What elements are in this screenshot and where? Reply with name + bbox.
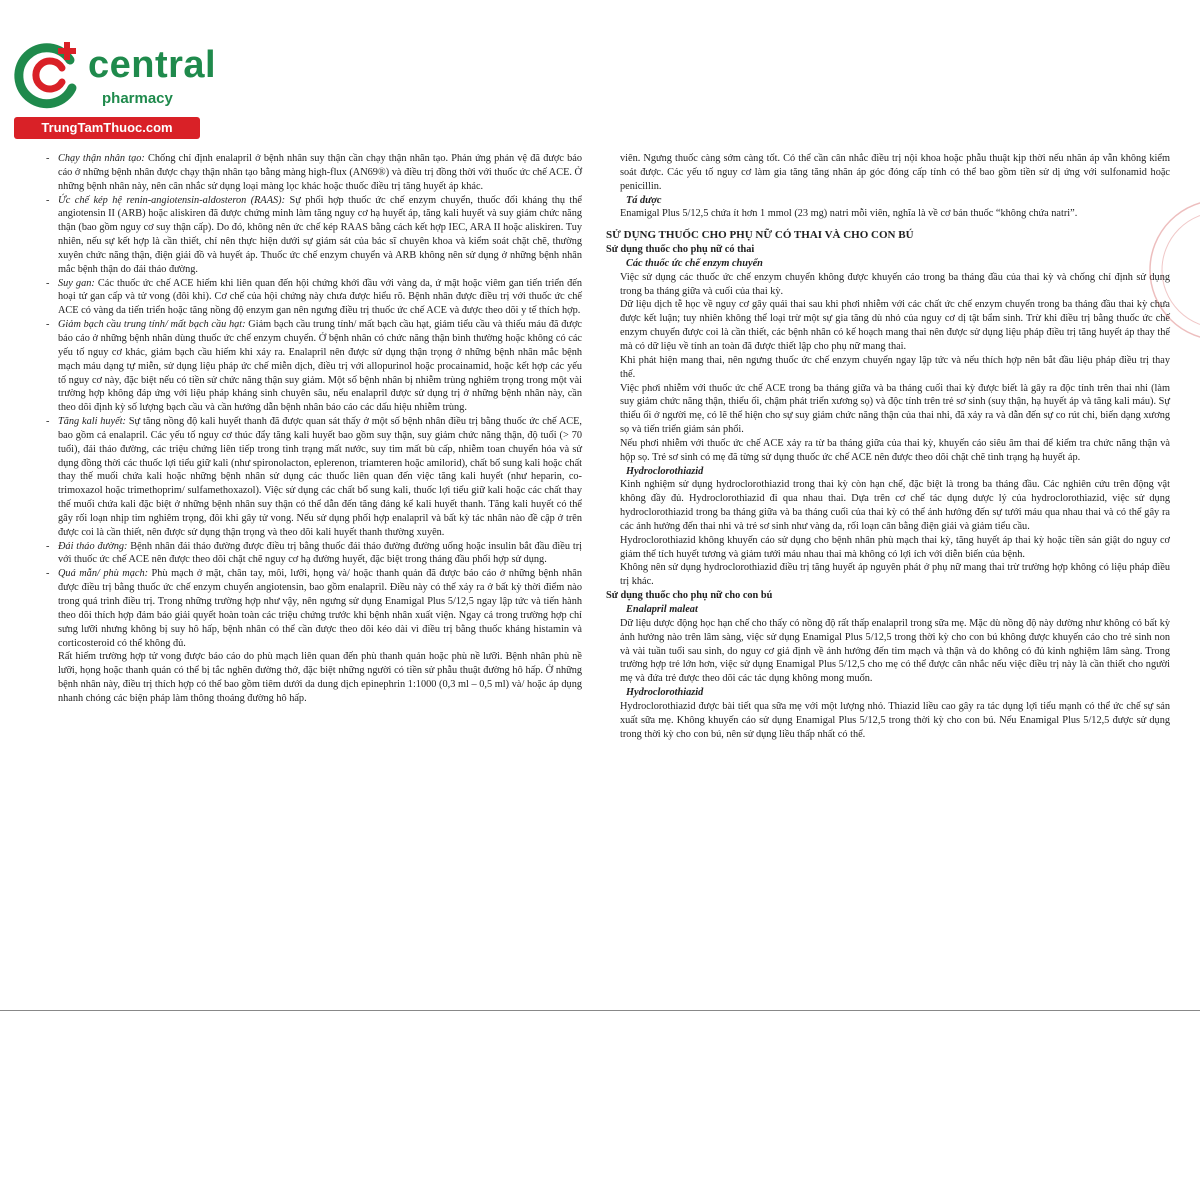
paragraph <box>606 700 1170 742</box>
paragraph <box>44 318 582 415</box>
paragraph <box>44 567 582 650</box>
page-bottom-rule <box>0 1010 1200 1011</box>
logo-brand-text: central <box>88 44 217 86</box>
paragraph-text: Hydroclorothiazid không khuyến cáo sử dụng cho bệnh nhân phù mạch thai kỳ, tăng huyết áp thai kỳ hoặc tiền sản giật do nguy cơ giảm thể tích huyết tương và giảm tưới máu nhau thai mà không có lợi ích với diễn biến của bệnh. <box>620 534 1170 560</box>
leaflet-page <box>0 150 1200 1010</box>
paragraph-term: Chạy thận nhân tạo: <box>58 153 145 164</box>
paragraph-term: Tăng kali huyết: <box>58 416 126 428</box>
logo-sub-text: pharmacy <box>102 90 173 107</box>
central-pharmacy-logo <box>10 38 220 138</box>
paragraph <box>44 194 582 277</box>
paragraph-text: Rất hiếm trường hợp tử vong được báo cáo do phù mạch liên quan đến phù thanh quản hoặc phù nề lưỡi. Bệnh nhân phù nề lưỡi, họng hoặc thanh quản có thể bị tắc nghẽn đường thở, đặc biệt những người có tiền sử phẫu thuật đường hô hấp. Ở những bệnh nhân này, điều trị thích hợp có thể bao gồm tiêm dưới da dung dịch epinephrin 1:1000 (0,3 ml – 0,5 ml) và/ hoặc áp dụng nhanh chóng các biện pháp làm thông thoáng đường hô hấp. <box>58 651 582 704</box>
paragraph-text: Enamigal Plus 5/12,5 chứa ít hơn 1 mmol (23 mg) natri mỗi viên, nghĩa là về cơ bản thuốc “không chứa natri”. <box>620 208 1078 220</box>
paragraph-text: Việc phơi nhiễm với thuốc ức chế ACE trong ba tháng giữa và ba tháng cuối thai kỳ được biết là gây ra độc tính trên thai nhi (làm suy giảm chức năng thận, thiểu ối, chậm phát triển xương sọ) và độc tính trên trẻ sơ sinh (suy thận, hạ huyết áp và tăng kali máu). Sự thiểu ối ở người mẹ, có lẽ thể hiện cho sự suy giảm chức năng thận của thai nhi, đã xảy ra và dẫn đến sự co rút chi, biến dạng xương sọ và tiến triển giảm sản phổi. <box>620 382 1170 436</box>
paragraph-text: Phù mạch ở mặt, chân tay, môi, lưỡi, họng và/ hoặc thanh quản đã được báo cáo ở những bệnh nhân được điều trị bằng thuốc ức chế enzym chuyển angiotensin, bao gồm enalapril. Điều này có thể xảy ra ở bất kỳ thời điểm nào trong quá trình điều trị. Trong những trường hợp như vậy, nên ngưng sử dụng Enamigal Plus 5/12,5 ngay lập tức và tiến hành theo dõi thích hợp đảm bảo giải quyết hoàn toàn các triệu chứng trước khi bệnh nhân xuất viện. Ngay cả trong trường hợp chỉ sưng lưỡi nhưng không bị suy hô hấp, bệnh nhân có thể cần được theo dõi kéo dài vì điều trị bằng thuốc kháng histamin và corticosteroid có thể không đủ. <box>58 568 583 649</box>
paragraph <box>606 478 1170 533</box>
paragraph-text: Hydroclorothiazid được bài tiết qua sữa mẹ với một lượng nhỏ. Thiazid liều cao gây ra tác dụng lợi tiểu mạnh có thể ức chế sự sản xuất sữa mẹ. Không khuyến cáo sử dụng Enamigal Plus 5/12,5 trong thời kỳ cho con bú. Nếu Enamigal Plus 5/12,5 được sử dụng trong thời kỳ cho con bú, nên sử dụng liều thấp nhất có thể. <box>620 700 1170 740</box>
paragraph <box>44 152 582 194</box>
sub-subsection-heading: Hydroclorothiazid <box>626 687 704 699</box>
sub-subsection-heading: Tá dược <box>626 194 662 206</box>
paragraph <box>606 207 1170 221</box>
paragraph <box>606 354 1170 382</box>
paragraph-term: Suy gan: <box>58 277 95 289</box>
paragraph-text: Việc sử dụng các thuốc ức chế enzym chuyển không được khuyến cáo trong ba tháng đầu của thai kỳ và chống chỉ định sử dụng trong ba tháng giữa và cuối của thai kỳ. <box>620 271 1170 297</box>
paragraph <box>44 277 582 319</box>
section-heading: SỬ DỤNG THUỐC CHO PHỤ NỮ CÓ THAI VÀ CHO CON BÚ <box>606 229 914 242</box>
paragraph <box>44 415 582 540</box>
paragraph-text: Chống chỉ định enalapril ở bệnh nhân suy thận cần chạy thận nhân tạo. Phản ứng phản vệ đã được báo cáo ở những bệnh nhân được chạy thận nhân tạo bằng màng high-flux (AN69®) và điều trị đồng thời với thuốc ức chế ACE. Ở những bệnh nhân này, nên cân nhắc sử dụng loại màng lọc khác hoặc thuốc điều trị tăng huyết áp khác. <box>58 153 583 192</box>
paragraph-text: Các thuốc ức chế ACE hiếm khi liên quan đến hội chứng khởi đầu với vàng da, ứ mật hoặc viêm gan tiến triển đến hoại tử gan cấp và tử vong (đôi khi). Cơ chế của hội chứng này chưa được hiểu rõ. Bệnh nhân được điều trị với thuốc ức chế ACE có vàng da tiến triển hoặc tăng nồng độ enzym gan nên ngưng điều trị thuốc ức chế ACE và được theo dõi y tế thích hợp. <box>58 277 582 317</box>
sub-subsection-heading: Enalapril maleat <box>626 604 698 615</box>
paragraph-text: Kinh nghiệm sử dụng hydroclorothiazid trong thai kỳ còn hạn chế, đặc biệt là trong ba tháng đầu. Các nghiên cứu trên động vật không đầy đủ. Hydroclorothiazid đi qua nhau thai. Dựa trên cơ chế tác dụng dược lý của hydroclorothiazid, việc sử dụng hydroclorothiazid trong ba tháng giữa và ba tháng cuối của thai kỳ có thể ảnh hưởng đến sự tưới máu qua nhau thai và có thể gây ra các ảnh hưởng đến thai nhi và trẻ sơ sinh như vàng da, rối loạn cân bằng điện giải và giảm tiểu cầu. <box>620 479 1170 532</box>
paragraph-text: Sự phối hợp thuốc ức chế enzym chuyển, thuốc đối kháng thụ thể angiotensin II (ARB) hoặc aliskiren đã được chứng minh làm tăng nguy cơ hạ huyết áp, tăng kali huyết và suy giảm chức năng thận (bao gồm nguy cơ suy thận cấp). Do đó, không nên ức chế kép RAAS bằng cách kết hợp IEC, ARA II hoặc aliskiren. Tuy nhiên, nếu sự kết hợp là cần thiết, chỉ nên thực hiện dưới sự giám sát của bác sĩ chuyên khoa và kiểm soát chặt chẽ, thường xuyên chức năng thận, điện giải đồ và huyết áp. Thuốc ức chế enzym chuyển và ARB không nên sử dụng ở những bệnh nhân mắc bệnh thận do đái tháo đường. <box>58 194 583 275</box>
paragraph-text: Dữ liệu dược động học hạn chế cho thấy có nồng độ rất thấp enalapril trong sữa mẹ. Mặc dù nồng độ này dường như không có bất kỳ ảnh hưởng nào trên lâm sàng, việc sử dụng Enamigal Plus 5/12,5 trong thời kỳ cho con bú không được khuyến cáo cho trẻ sinh non và vài tuần tuổi sau sinh, do nguy cơ giả định về ảnh hưởng đến tim mạch và thận và do không có đủ kinh nghiệm lâm sàng. Trong trường hợp trẻ lớn hơn, việc sử dụng Enamigal Plus 5/12,5 cho mẹ có thể được cân nhắc nếu việc điều trị này là cần thiết cho người mẹ và đứa trẻ được theo dõi các tác dụng không mong muốn. <box>620 617 1170 685</box>
subsection-heading: Sử dụng thuốc cho phụ nữ có thai <box>606 244 755 256</box>
sub-subsection-heading: Các thuốc ức chế enzym chuyển <box>626 257 763 269</box>
paragraph-term: Quá mẫn/ phù mạch: <box>58 568 149 580</box>
subsection-heading: Sử dụng thuốc cho phụ nữ cho con bú <box>606 590 773 602</box>
paragraph <box>606 437 1170 465</box>
paragraph <box>606 152 1170 194</box>
paragraph-text: Sự tăng nồng độ kali huyết thanh đã được quan sát thấy ở một số bệnh nhân điều trị bằng thuốc ức chế ACE, bao gồm cả enalapril. Các yếu tố nguy cơ thúc đẩy tăng kali huyết bao gồm suy thận, suy giảm chức năng thận, độ tuổi (> 70 tuổi), đái tháo đường, các triệu chứng liên tiếp trong tình trạng mất nước, suy tim mất bù cấp, nhiễm toan chuyển hóa và sử dụng đồng thời các thuốc lợi tiểu giữ kali (như spironolacton, eplerenon, triamteren hoặc amilorid), chất bổ sung kali hoặc chất thay thế muối chứa kali hoặc những bệnh nhân sử dụng các thuốc liên quan đến việc tăng kali huyết (như heparin, co-trimoxazol hoặc trimethoprim/ sulfamethoxazol). Việc sử dụng các chất bổ sung kali, thuốc lợi tiểu giữ kali hoặc các chất thay thế muối chứa kali đặc biệt ở những bệnh nhân suy thận có thể dẫn đến tăng đáng kể kali huyết thanh. Tăng kali huyết có thể gây rối loạn nhịp tim nghiêm trọng, đôi khi gây tử vong. Nếu sử dụng phối hợp enalapril và bất kỳ tác nhân nào đề cập ở trên được coi là cần thiết, nên được sử dụng thận trọng và theo dõi kali huyết thanh thường xuyên. <box>58 416 582 538</box>
paragraph-text: Không nên sử dụng hydroclorothiazid điều trị tăng huyết áp nguyên phát ở phụ nữ mang thai trừ trường hợp không có liệu pháp điều trị khác. <box>620 562 1170 588</box>
paragraph-text: viên. Ngưng thuốc càng sớm càng tốt. Có thể cần cân nhắc điều trị nội khoa hoặc phẫu thuật kịp thời nếu nhãn áp vẫn không kiểm soát được. Các yếu tố nguy cơ làm gia tăng tăng nhãn áp góc đóng cấp tính có thể bao gồm tiền sử dị ứng với sulfonamid hoặc penicillin. <box>620 153 1170 192</box>
paragraph-term: Giảm bạch cầu trung tính/ mất bạch cầu hạt: <box>58 319 246 331</box>
paragraph-text: Bệnh nhân đái tháo đường được điều trị bằng thuốc đái tháo đường đường uống hoặc insulin bắt đầu điều trị với thuốc ức chế ACE nên được theo dõi chặt chẽ nguy cơ hạ đường huyết, đặc biệt trong tháng đầu phối hợp sử dụng. <box>58 540 583 566</box>
paragraph <box>606 617 1170 686</box>
stamp-mark <box>1140 150 1200 390</box>
paragraph-text: Dữ liệu dịch tễ học về nguy cơ gây quái thai sau khi phơi nhiễm với các chất ức chế enzym chuyển trong ba tháng đầu thai kỳ chưa được kết luận; tuy nhiên không thể loại trừ một sự gia tăng dù nhỏ của nguy cơ dị tật bẩm sinh. Trừ khi điều trị bằng thuốc ức chế enzym chuyển được coi là cần thiết, các bệnh nhân có kế hoạch mang thai nên được sử dụng liệu pháp điều trị tăng huyết áp thay thế mà có dữ liệu về tính an toàn đã được thiết lập cho phụ nữ mang thai. <box>620 299 1170 352</box>
paragraph <box>606 298 1170 353</box>
paragraph <box>606 534 1170 562</box>
sub-subsection-heading: Hydroclorothiazid <box>626 465 704 477</box>
paragraph-text: Giảm bạch cầu trung tính/ mất bạch cầu hạt, giảm tiểu cầu và thiếu máu đã được báo cáo ở những bệnh nhân dùng thuốc ức chế enzym chuyển. Ở bệnh nhân có chức năng thận bình thường hoặc không có các yếu tố nguy cơ khác, giảm bạch cầu hiếm khi xảy ra. Enalapril nên được sử dụng thận trọng ở những bệnh nhân mắc bệnh mạch máu dạng tự miễn, sử dụng liệu pháp ức chế miễn dịch, điều trị với allopurinol hoặc procainamid, hoặc kết hợp các yếu tố nguy cơ này, đặc biệt nếu có tiền sử chức năng thận suy giảm. Một số bệnh nhân bị nhiễm trùng nghiêm trọng trong một vài trường hợp không đáp ứng với liệu pháp kháng sinh chuyên sâu, nếu enalapril được sử dụng trị ở những bệnh nhân này, cần theo dõi định kỳ số lượng bạch cầu và cần hướng dẫn bệnh nhân báo cáo các dấu hiệu nhiễm trùng. <box>58 319 582 414</box>
pharmacy-cross-icon <box>12 38 84 110</box>
left-column <box>44 152 582 706</box>
paragraph <box>606 382 1170 437</box>
paragraph <box>44 650 582 705</box>
paragraph <box>44 540 582 568</box>
logo-url-banner: TrungTamThuoc.com <box>14 117 200 139</box>
paragraph-term: Ức chế kép hệ renin-angiotensin-aldosteron (RAAS): <box>58 194 286 206</box>
paragraph-text: Khi phát hiện mang thai, nên ngưng thuốc ức chế enzym chuyển ngay lập tức và nếu thích hợp nên bắt đầu liệu pháp điều trị thay thế. <box>620 354 1170 380</box>
paragraph-term: Đái tháo đường: <box>58 540 128 552</box>
paragraph <box>606 561 1170 589</box>
right-column <box>606 152 1170 741</box>
paragraph <box>606 271 1170 299</box>
paragraph-text: Nếu phơi nhiễm với thuốc ức chế ACE xảy ra từ ba tháng giữa của thai kỳ, khuyến cáo siêu âm thai để kiểm tra chức năng thận và hộp sọ. Trẻ sơ sinh có mẹ đã từng sử dụng thuốc ức chế ACE nên được theo dõi chặt chẽ tình trạng hạ huyết áp. <box>620 437 1170 463</box>
